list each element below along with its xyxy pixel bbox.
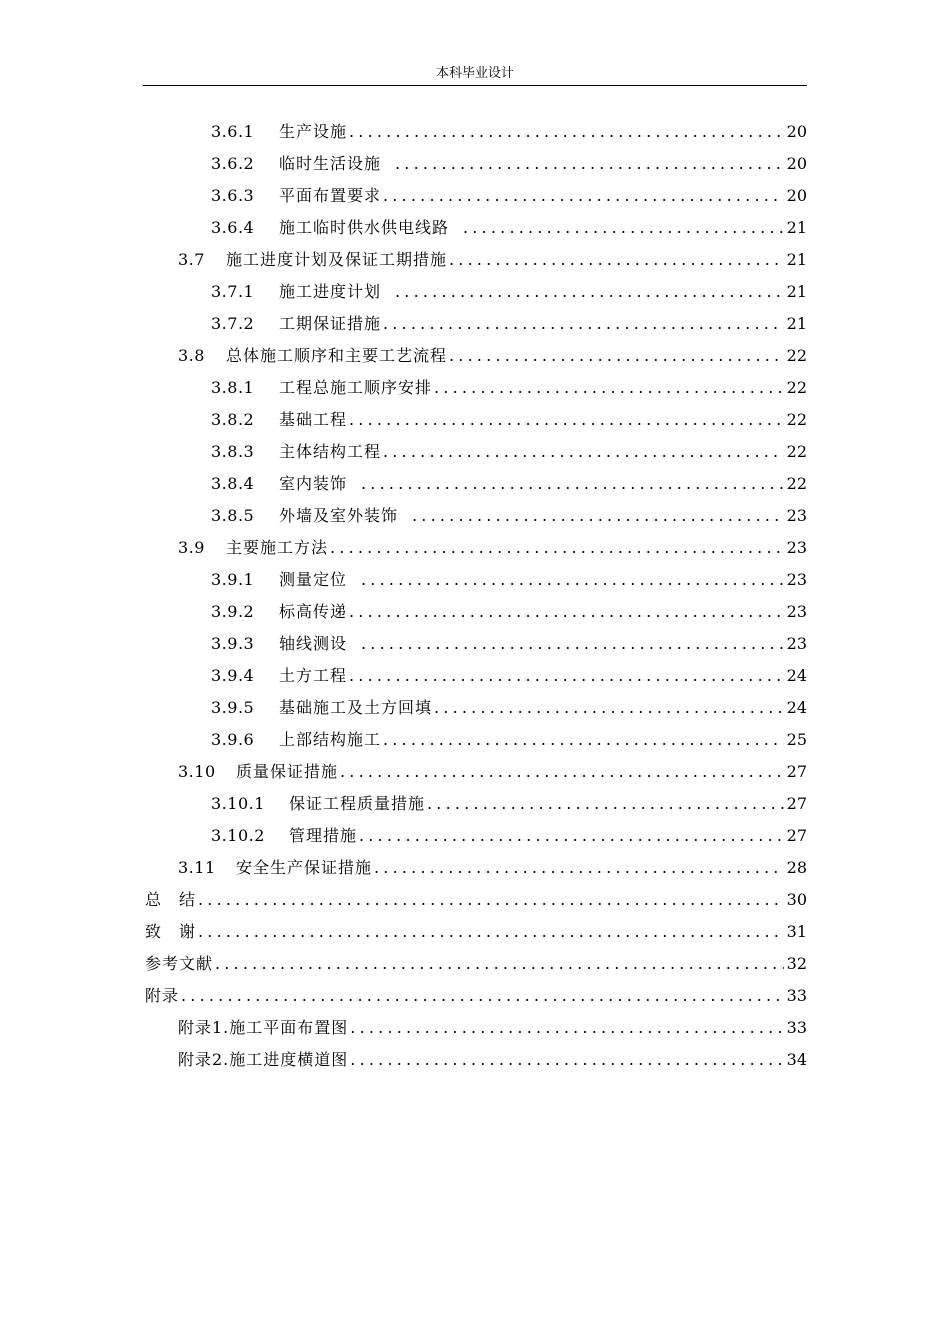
toc-entry-number: 3.10.2 bbox=[211, 826, 265, 845]
toc-dot-leader bbox=[395, 277, 784, 307]
toc-entry-title: 主要施工方法 bbox=[226, 538, 329, 557]
toc-entry[interactable] bbox=[211, 821, 807, 851]
toc-entry-title: 保证工程质量措施 bbox=[289, 794, 426, 813]
toc-entry-page: 23 bbox=[786, 634, 807, 653]
toc-entry-number: 3.6.3 bbox=[211, 186, 255, 205]
toc-entry-title: 附录1.施工平面布置图 bbox=[178, 1018, 349, 1037]
toc-dot-leader bbox=[181, 981, 784, 1011]
toc-entry-page: 21 bbox=[786, 314, 807, 333]
toc-entry-page: 32 bbox=[786, 954, 807, 973]
toc-entry-page: 22 bbox=[786, 346, 807, 365]
toc-entry-title: 上部结构施工 bbox=[279, 730, 382, 749]
toc-dot-leader bbox=[349, 597, 784, 627]
toc-entry-number: 3.9.2 bbox=[211, 602, 255, 621]
toc-entry-number: 3.10 bbox=[178, 762, 216, 781]
toc-dot-leader bbox=[449, 341, 784, 371]
toc-entry-page: 34 bbox=[786, 1050, 807, 1069]
toc-entry[interactable] bbox=[211, 693, 807, 723]
toc-entry[interactable] bbox=[145, 981, 807, 1011]
toc-entry[interactable] bbox=[211, 405, 807, 435]
toc-entry-title: 附录 bbox=[145, 986, 180, 1005]
toc-dot-leader bbox=[395, 149, 784, 179]
toc-entry-page: 27 bbox=[786, 794, 807, 813]
toc-entry-number: 3.11 bbox=[178, 858, 216, 877]
toc-entry[interactable] bbox=[178, 853, 807, 883]
toc-dot-leader bbox=[412, 501, 784, 531]
toc-entry-number: 3.7.2 bbox=[211, 314, 255, 333]
toc-entry-page: 30 bbox=[786, 890, 807, 909]
toc-dot-leader bbox=[359, 821, 784, 851]
toc-entry-title: 施工进度计划 bbox=[279, 282, 382, 301]
toc-entry[interactable] bbox=[211, 565, 807, 595]
toc-entry-number: 3.9.3 bbox=[211, 634, 255, 653]
toc-entry-page: 21 bbox=[786, 250, 807, 269]
toc-entry-title: 基础施工及土方回填 bbox=[279, 698, 433, 717]
toc-entry-title: 管理措施 bbox=[289, 826, 358, 845]
toc-entry-number: 3.7.1 bbox=[211, 282, 255, 301]
toc-entry-number: 3.8.1 bbox=[211, 378, 255, 397]
toc-entry-number: 3.7 bbox=[178, 250, 205, 269]
toc-entry[interactable] bbox=[178, 341, 807, 371]
toc-entry-page: 23 bbox=[786, 506, 807, 525]
toc-dot-leader bbox=[198, 885, 784, 915]
toc-dot-leader bbox=[340, 757, 784, 787]
toc-entry[interactable] bbox=[211, 469, 807, 499]
toc-entry-number: 3.6.2 bbox=[211, 154, 255, 173]
toc-dot-leader bbox=[350, 1045, 783, 1075]
toc-entry-number: 3.9.1 bbox=[211, 570, 255, 589]
toc-dot-leader bbox=[383, 437, 784, 467]
toc-dot-leader bbox=[361, 565, 784, 595]
toc-entry[interactable] bbox=[211, 309, 807, 339]
toc-entry-title: 生产设施 bbox=[279, 122, 348, 141]
toc-dot-leader bbox=[349, 405, 784, 435]
toc-entry-page: 23 bbox=[786, 602, 807, 621]
toc-entry-number: 3.10.1 bbox=[211, 794, 265, 813]
toc-entry-title: 总体施工顺序和主要工艺流程 bbox=[226, 346, 448, 365]
toc-dot-leader bbox=[330, 533, 784, 563]
toc-entry-page: 20 bbox=[786, 122, 807, 141]
toc-entry[interactable] bbox=[178, 757, 807, 787]
toc-entry-title: 平面布置要求 bbox=[279, 186, 382, 205]
toc-entry[interactable] bbox=[211, 373, 807, 403]
toc-entry[interactable] bbox=[211, 501, 807, 531]
toc-entry-page: 27 bbox=[786, 762, 807, 781]
toc-entry-page: 22 bbox=[786, 474, 807, 493]
toc-entry[interactable] bbox=[178, 1013, 807, 1043]
toc-entry[interactable] bbox=[178, 533, 807, 563]
toc-entry-number: 3.8.4 bbox=[211, 474, 255, 493]
toc-dot-leader bbox=[434, 693, 784, 723]
toc-dot-leader bbox=[198, 917, 784, 947]
toc-dot-leader bbox=[349, 117, 784, 147]
toc-entry[interactable] bbox=[178, 1045, 807, 1075]
toc-entry[interactable] bbox=[211, 597, 807, 627]
toc-entry-page: 22 bbox=[786, 378, 807, 397]
toc-entry-page: 22 bbox=[786, 410, 807, 429]
toc-entry-title: 测量定位 bbox=[279, 570, 348, 589]
toc-entry-title: 安全生产保证措施 bbox=[236, 858, 373, 877]
toc-entry-page: 24 bbox=[786, 666, 807, 685]
page-header: 本科毕业设计 bbox=[435, 66, 514, 81]
toc-dot-leader bbox=[374, 853, 784, 883]
toc-entry-number: 3.9.4 bbox=[211, 666, 255, 685]
toc-dot-leader bbox=[383, 181, 784, 211]
toc-entry-number: 3.8.2 bbox=[211, 410, 255, 429]
toc-entry-page: 27 bbox=[786, 826, 807, 845]
toc-entry-title: 施工进度计划及保证工期措施 bbox=[226, 250, 448, 269]
toc-entry-title: 临时生活设施 bbox=[279, 154, 382, 173]
toc-entry-page: 33 bbox=[786, 1018, 807, 1037]
toc-entry-number: 3.9.6 bbox=[211, 730, 255, 749]
toc-entry-title: 施工临时供水供电线路 bbox=[279, 218, 450, 237]
toc-entry-number: 3.8.5 bbox=[211, 506, 255, 525]
toc-entry-title: 轴线测设 bbox=[279, 634, 348, 653]
toc-entry-number: 3.6.4 bbox=[211, 218, 255, 237]
toc-entry-number: 3.9 bbox=[178, 538, 205, 557]
toc-entry-page: 31 bbox=[786, 922, 807, 941]
toc-entry-page: 28 bbox=[786, 858, 807, 877]
toc-entry-title: 工程总施工顺序安排 bbox=[279, 378, 433, 397]
toc-entry[interactable] bbox=[211, 149, 807, 179]
toc-entry-page: 22 bbox=[786, 442, 807, 461]
toc-entry[interactable] bbox=[211, 661, 807, 691]
toc-entry-number: 3.6.1 bbox=[211, 122, 255, 141]
toc-dot-leader bbox=[463, 213, 784, 243]
toc-entry[interactable] bbox=[211, 789, 807, 819]
toc-entry[interactable] bbox=[145, 949, 807, 979]
toc-entry-page: 20 bbox=[786, 186, 807, 205]
toc-dot-leader bbox=[449, 245, 784, 275]
toc-entry[interactable] bbox=[211, 181, 807, 211]
toc-entry-title: 室内装饰 bbox=[279, 474, 348, 493]
toc-entry-page: 21 bbox=[786, 218, 807, 237]
toc-entry-title: 工期保证措施 bbox=[279, 314, 382, 333]
toc-entry-title: 土方工程 bbox=[279, 666, 348, 685]
toc-entry-title: 标高传递 bbox=[279, 602, 348, 621]
toc-entry-number: 3.8.3 bbox=[211, 442, 255, 461]
toc-dot-leader bbox=[349, 661, 784, 691]
toc-dot-leader bbox=[361, 469, 784, 499]
toc-entry[interactable] bbox=[211, 725, 807, 755]
toc-dot-leader bbox=[215, 949, 784, 979]
toc-entry[interactable] bbox=[211, 277, 807, 307]
toc-entry-title: 参考文献 bbox=[145, 954, 214, 973]
toc-entry-number: 3.9.5 bbox=[211, 698, 255, 717]
toc-entry-title: 总 结 bbox=[145, 890, 197, 909]
toc-entry-page: 21 bbox=[786, 282, 807, 301]
toc-entry-title: 基础工程 bbox=[279, 410, 348, 429]
toc-entry-title: 主体结构工程 bbox=[279, 442, 382, 461]
toc-entry-page: 33 bbox=[786, 986, 807, 1005]
toc-entry-page: 23 bbox=[786, 570, 807, 589]
toc-entry-title: 外墙及室外装饰 bbox=[279, 506, 399, 525]
toc-entry[interactable] bbox=[211, 213, 807, 243]
toc-entry-page: 25 bbox=[786, 730, 807, 749]
toc-dot-leader bbox=[383, 725, 784, 755]
toc-dot-leader bbox=[361, 629, 784, 659]
toc-dot-leader bbox=[427, 789, 784, 819]
toc-entry-title: 致 谢 bbox=[145, 922, 197, 941]
toc-entry-title: 质量保证措施 bbox=[236, 762, 339, 781]
toc-entry[interactable] bbox=[211, 117, 807, 147]
toc-entry-page: 20 bbox=[786, 154, 807, 173]
toc-entry[interactable] bbox=[211, 629, 807, 659]
toc-dot-leader bbox=[383, 309, 784, 339]
toc-entry-title: 附录2.施工进度横道图 bbox=[178, 1050, 349, 1069]
toc-entry-number: 3.8 bbox=[178, 346, 205, 365]
toc-entry[interactable] bbox=[178, 245, 807, 275]
toc-entry[interactable] bbox=[145, 885, 807, 915]
toc-entry-page: 24 bbox=[786, 698, 807, 717]
toc-dot-leader bbox=[350, 1013, 783, 1043]
toc-entry-page: 23 bbox=[786, 538, 807, 557]
toc-dot-leader bbox=[434, 373, 784, 403]
toc-entry[interactable] bbox=[145, 917, 807, 947]
header-divider bbox=[143, 85, 807, 86]
toc-entry[interactable] bbox=[211, 437, 807, 467]
